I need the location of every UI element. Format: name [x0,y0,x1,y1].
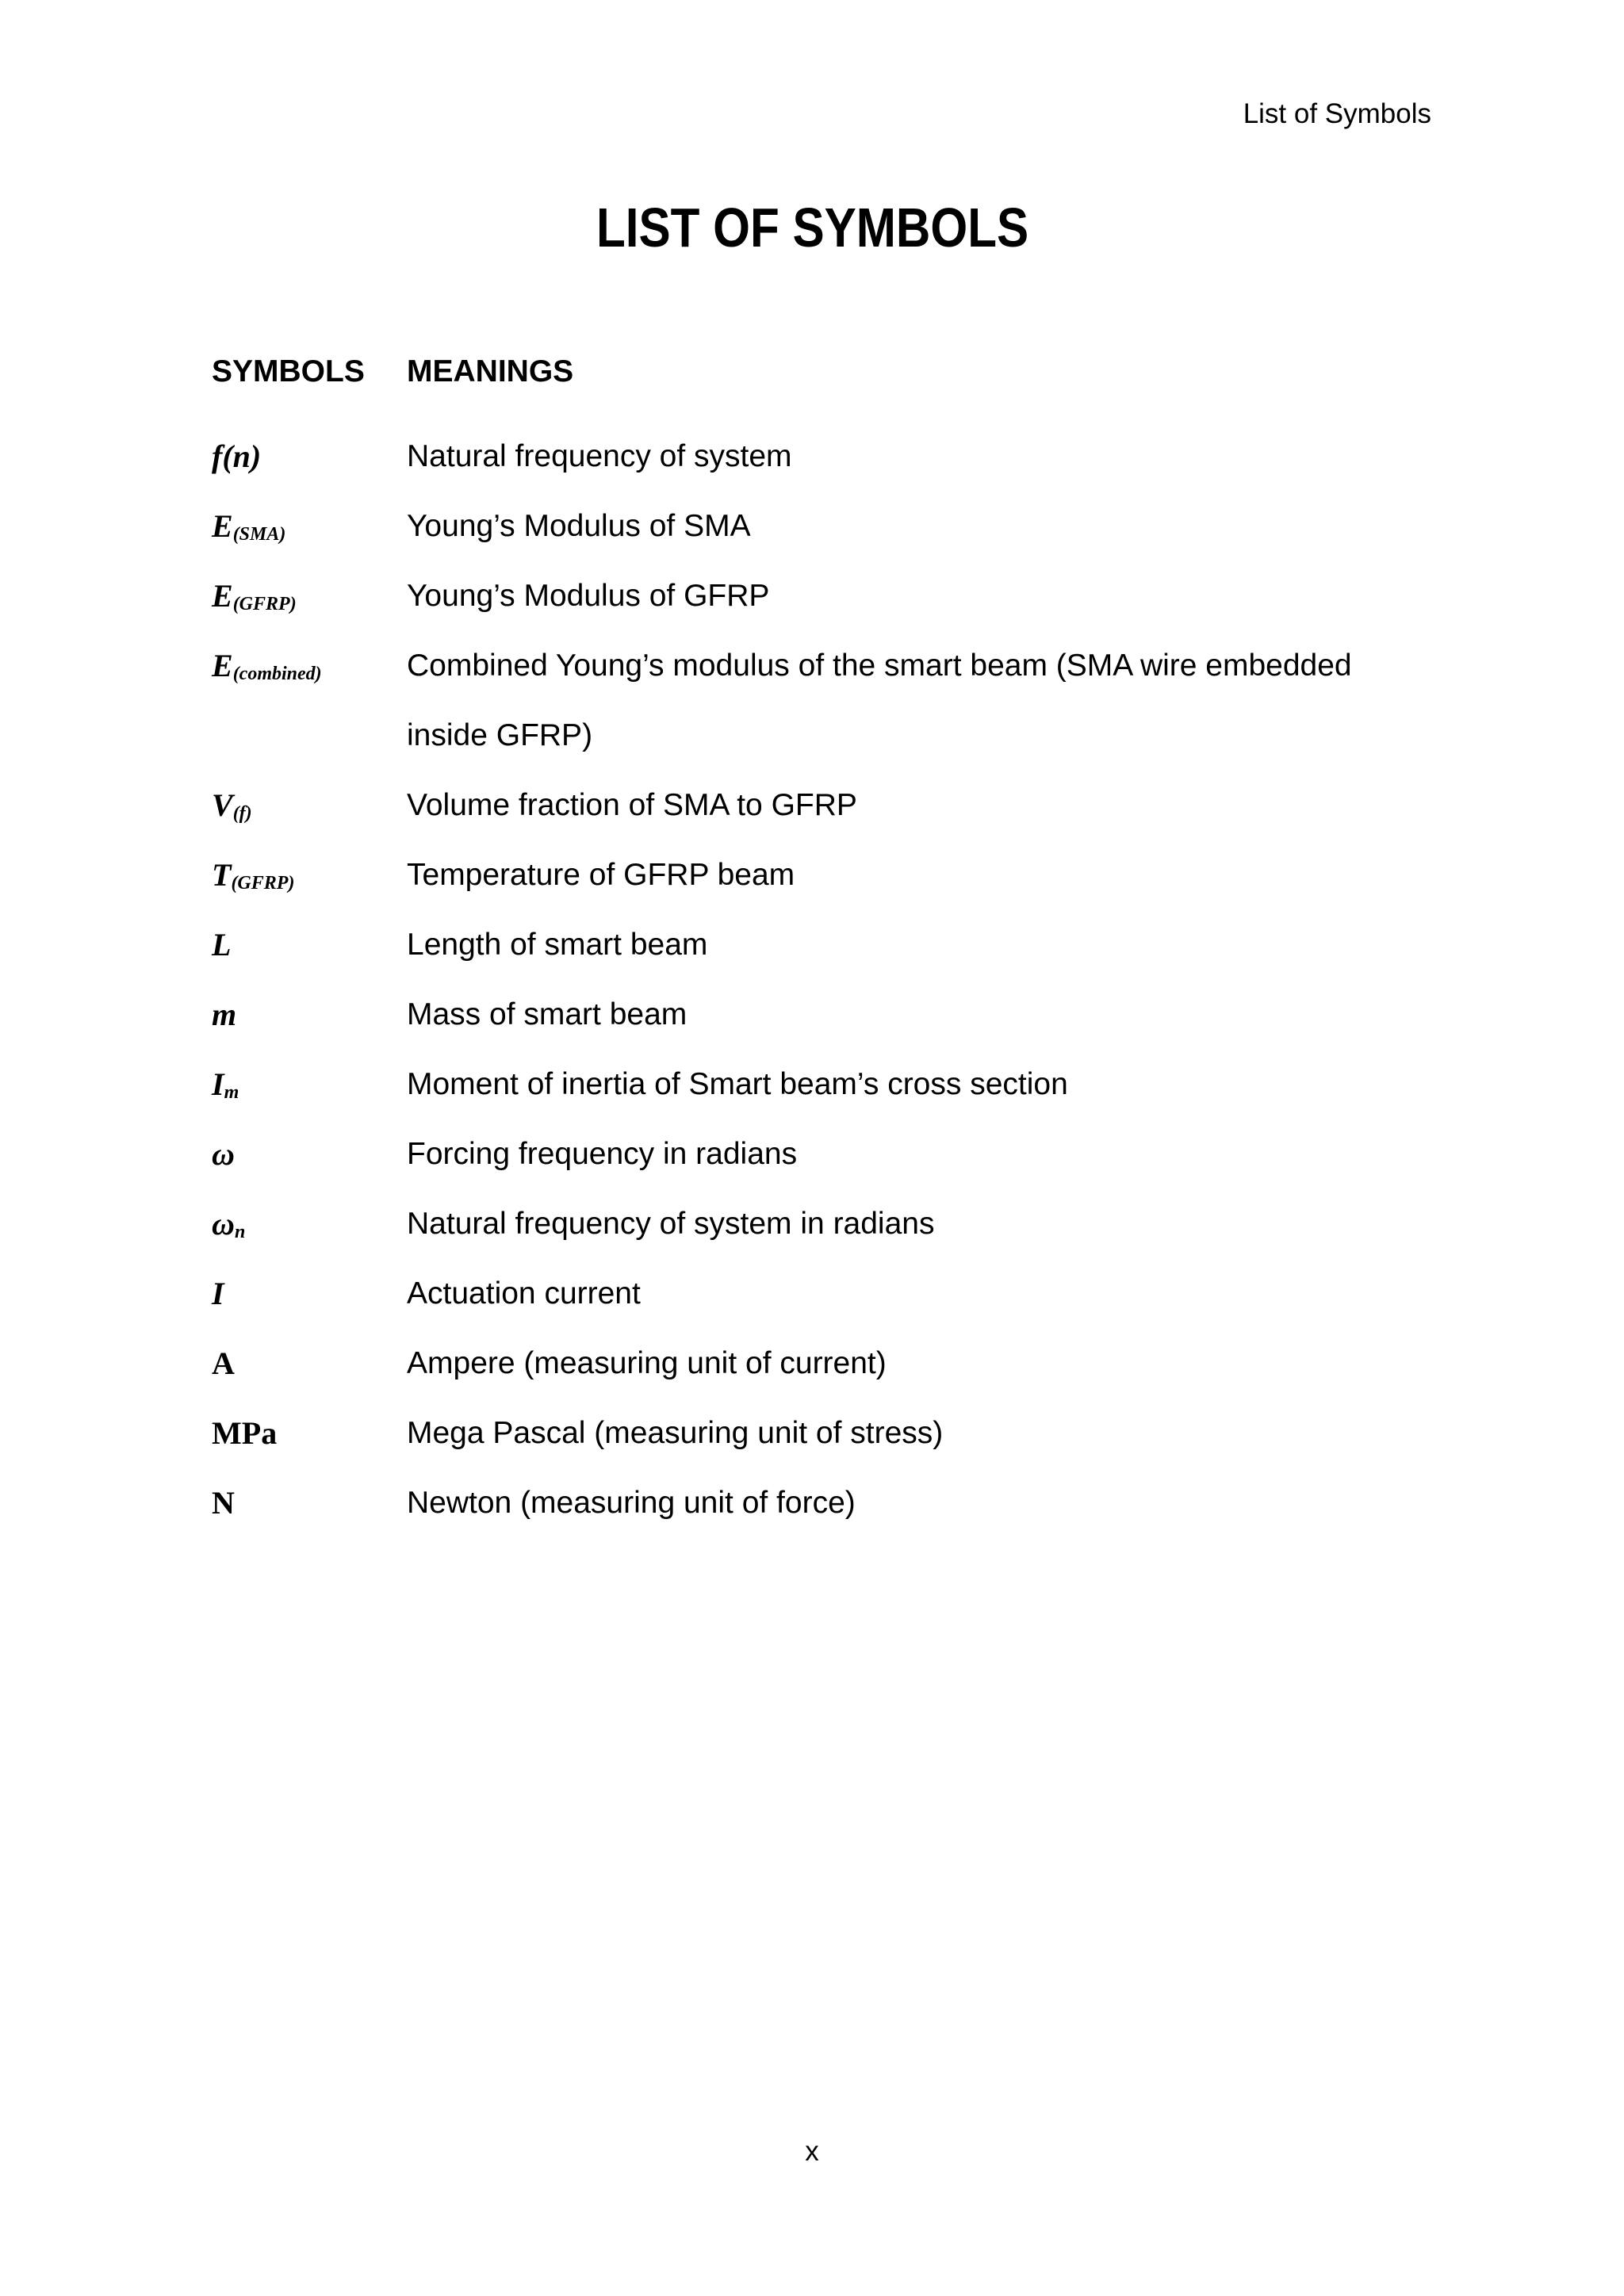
symbol-base: A [212,1345,235,1381]
symbol-meaning: Natural frequency of system in radians [407,1207,935,1241]
symbol-base: L [212,927,232,962]
symbol-subscript: (f) [232,803,252,824]
symbol-meaning: Mega Pascal (measuring unit of stress) [407,1416,944,1450]
symbol [212,1481,235,1525]
symbol-base: E [212,508,233,544]
symbol-base: MPa [212,1415,278,1451]
symbol-meaning: Young’s Modulus of GFRP [407,579,770,613]
symbol [212,1341,235,1386]
symbol [212,504,285,549]
symbol-base: N [212,1485,235,1521]
symbol-meaning: Volume fraction of SMA to GFRP [407,788,857,822]
symbol [212,1202,245,1246]
symbol-base: E [212,578,233,614]
symbol-subscript: (GFRP) [232,594,297,614]
symbol-meaning: Ampere (measuring unit of current) [407,1346,887,1380]
symbol-list [212,434,1433,1551]
symbol-base: ω [212,1136,235,1172]
page-title: LIST OF SYMBOLS [596,197,1029,258]
symbol-subscript: (GFRP) [231,873,295,894]
symbol [212,1062,239,1107]
symbol-row [212,644,1433,783]
symbol [212,783,252,828]
symbol-base: m [212,997,237,1032]
symbol-subscript: (combined) [232,664,322,684]
symbol [212,923,231,967]
symbol-meaning: Actuation current [407,1276,641,1311]
symbols-column-heading: SYMBOLS [212,354,365,388]
symbol-meaning: Newton (measuring unit of force) [407,1486,856,1520]
symbol [212,574,297,618]
symbol-subscript: n [234,1222,246,1242]
symbol-meaning: Combined Young’s modulus of the smart beam (SMA wire embedded inside GFRP) [407,649,1352,752]
symbol [212,853,294,897]
symbol-subscript: m [224,1082,239,1103]
symbol-meaning: Length of smart beam [407,928,708,962]
symbol-subscript: (SMA) [232,524,286,545]
page-number: x [805,2136,819,2167]
symbol-base: f(n) [212,438,262,474]
symbol [212,1411,277,1456]
meanings-column-heading: MEANINGS [407,354,574,388]
symbol-meaning: Natural frequency of system [407,439,792,473]
symbol-base: E [212,648,233,683]
symbol [212,1132,235,1177]
symbol [212,434,261,479]
symbol [212,644,322,688]
symbol-base: I [212,1276,224,1311]
symbol [212,993,236,1037]
symbol-meaning: Mass of smart beam [407,997,688,1031]
symbol [212,1272,224,1316]
symbol-meaning: Forcing frequency in radians [407,1137,798,1171]
symbol-meaning: Temperature of GFRP beam [407,858,795,892]
symbol-base: I [212,1066,224,1102]
symbol-row [212,1481,1433,1551]
symbol-meaning: Moment of inertia of Smart beam’s cross section [407,1067,1068,1101]
symbol-base: T [212,857,232,893]
symbol-base: V [212,787,233,823]
symbol-base: ω [212,1206,235,1242]
running-header: List of Symbols [1243,98,1431,129]
symbol-meaning: Young’s Modulus of SMA [407,509,751,543]
